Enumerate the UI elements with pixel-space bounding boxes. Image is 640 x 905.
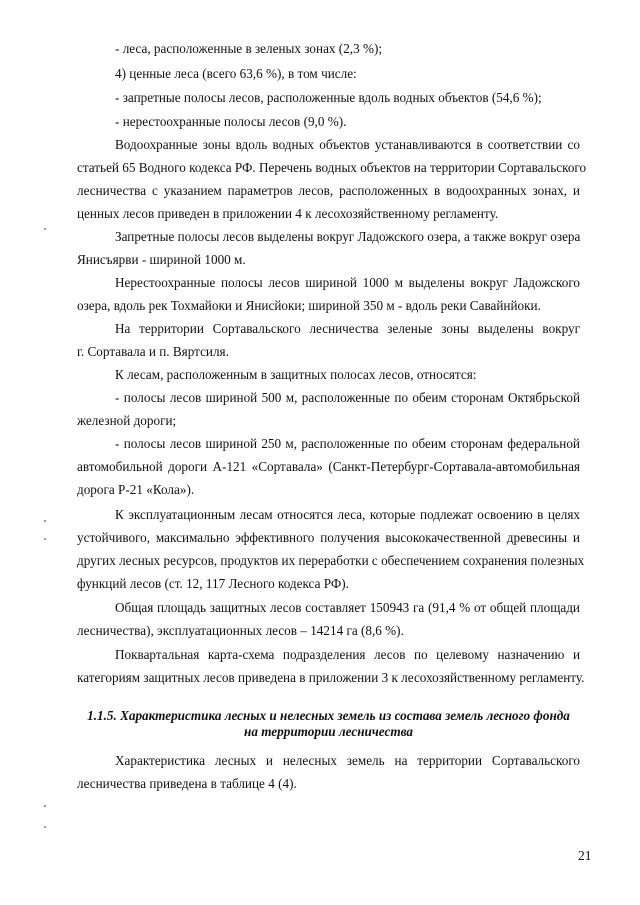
scan-speck xyxy=(44,538,46,540)
text-line: - полосы лесов шириной 250 м, расположенные по обеим сторонам федеральной xyxy=(115,436,580,451)
text-line: Поквартальная карта-схема подразделения лесов по целевому назначению и xyxy=(115,647,580,662)
text-line: категориям защитных лесов приведена в приложении 3 к лесохозяйственному регламенту. xyxy=(77,670,585,685)
text-line: функций лесов (ст. 12, 117 Лесного кодекса РФ). xyxy=(77,576,349,591)
text-line: лесничества приведена в таблице 4 (4). xyxy=(77,776,297,791)
section-heading: 1.1.5. Характеристика лесных и нелесных земель из состава земель лесного фонда xyxy=(87,708,570,723)
text-line: озера, вдоль рек Тохмайоки и Янисйоки; шириной 350 м - вдоль реки Савайнйоки. xyxy=(77,298,541,313)
text-line: К эксплуатационным лесам относятся леса, которые подлежат освоению в целях xyxy=(115,507,580,522)
text-line: Характеристика лесных и нелесных земель на территории Сортавальского xyxy=(115,753,580,768)
text-line: - полосы лесов шириной 500 м, расположенные по обеим сторонам Октябрьской xyxy=(115,390,580,405)
text-line: лесничества), эксплуатационных лесов – 14214 га (8,6 %). xyxy=(77,623,404,638)
scan-speck xyxy=(44,805,46,807)
scan-speck xyxy=(44,826,46,828)
text-line: На территории Сортавальского лесничества зеленые зоны выделены вокруг xyxy=(115,321,580,336)
text-line: 4) ценные леса (всего 63,6 %), в том числе: xyxy=(115,66,357,81)
text-line: автомобильной дороги А-121 «Сортавала» (Санкт-Петербург-Сортавала-автомобильная xyxy=(77,459,580,474)
text-line: Водоохранные зоны вдоль водных объектов устанавливаются в соответствии со xyxy=(115,137,580,152)
scan-speck xyxy=(44,228,46,230)
section-heading: на территории лесничества xyxy=(244,724,413,739)
text-line: ценных лесов приведен в приложении 4 к лесохозяйственному регламенту. xyxy=(77,206,499,221)
page-number: 21 xyxy=(578,848,592,863)
text-line: г. Сортавала и п. Вяртсиля. xyxy=(77,344,229,359)
text-line: других лесных ресурсов, продуктов их переработки с обеспечением сохранения полезных xyxy=(77,553,585,568)
scan-speck xyxy=(44,520,46,522)
text-line: Янисъярви - шириной 1000 м. xyxy=(77,252,246,267)
text-line: - нерестоохранные полосы лесов (9,0 %). xyxy=(115,114,347,129)
text-line: Нерестоохранные полосы лесов шириной 1000 м выделены вокруг Ладожского xyxy=(115,275,580,290)
text-line: Общая площадь защитных лесов составляет 150943 га (91,4 % от общей площади xyxy=(115,600,580,615)
text-line: - леса, расположенные в зеленых зонах (2,3 %); xyxy=(115,41,383,56)
text-line: железной дороги; xyxy=(77,413,177,428)
text-line: дорога Р-21 «Кола»). xyxy=(77,482,195,497)
text-line: Запретные полосы лесов выделены вокруг Ладожского озера, а также вокруг озера xyxy=(115,229,581,244)
text-line: лесничества с указанием параметров лесов, расположенных в водоохранных зонах, и xyxy=(77,183,580,198)
text-line: устойчивого, максимально эффективного получения высококачественной древесины и xyxy=(77,530,580,545)
text-line: - запретные полосы лесов, расположенные вдоль водных объектов (54,6 %); xyxy=(115,90,542,105)
text-line: К лесам, расположенным в защитных полосах лесов, относятся: xyxy=(115,367,477,382)
text-line: статьей 65 Водного кодекса РФ. Перечень водных объектов на территории Сортавальского xyxy=(77,160,587,175)
